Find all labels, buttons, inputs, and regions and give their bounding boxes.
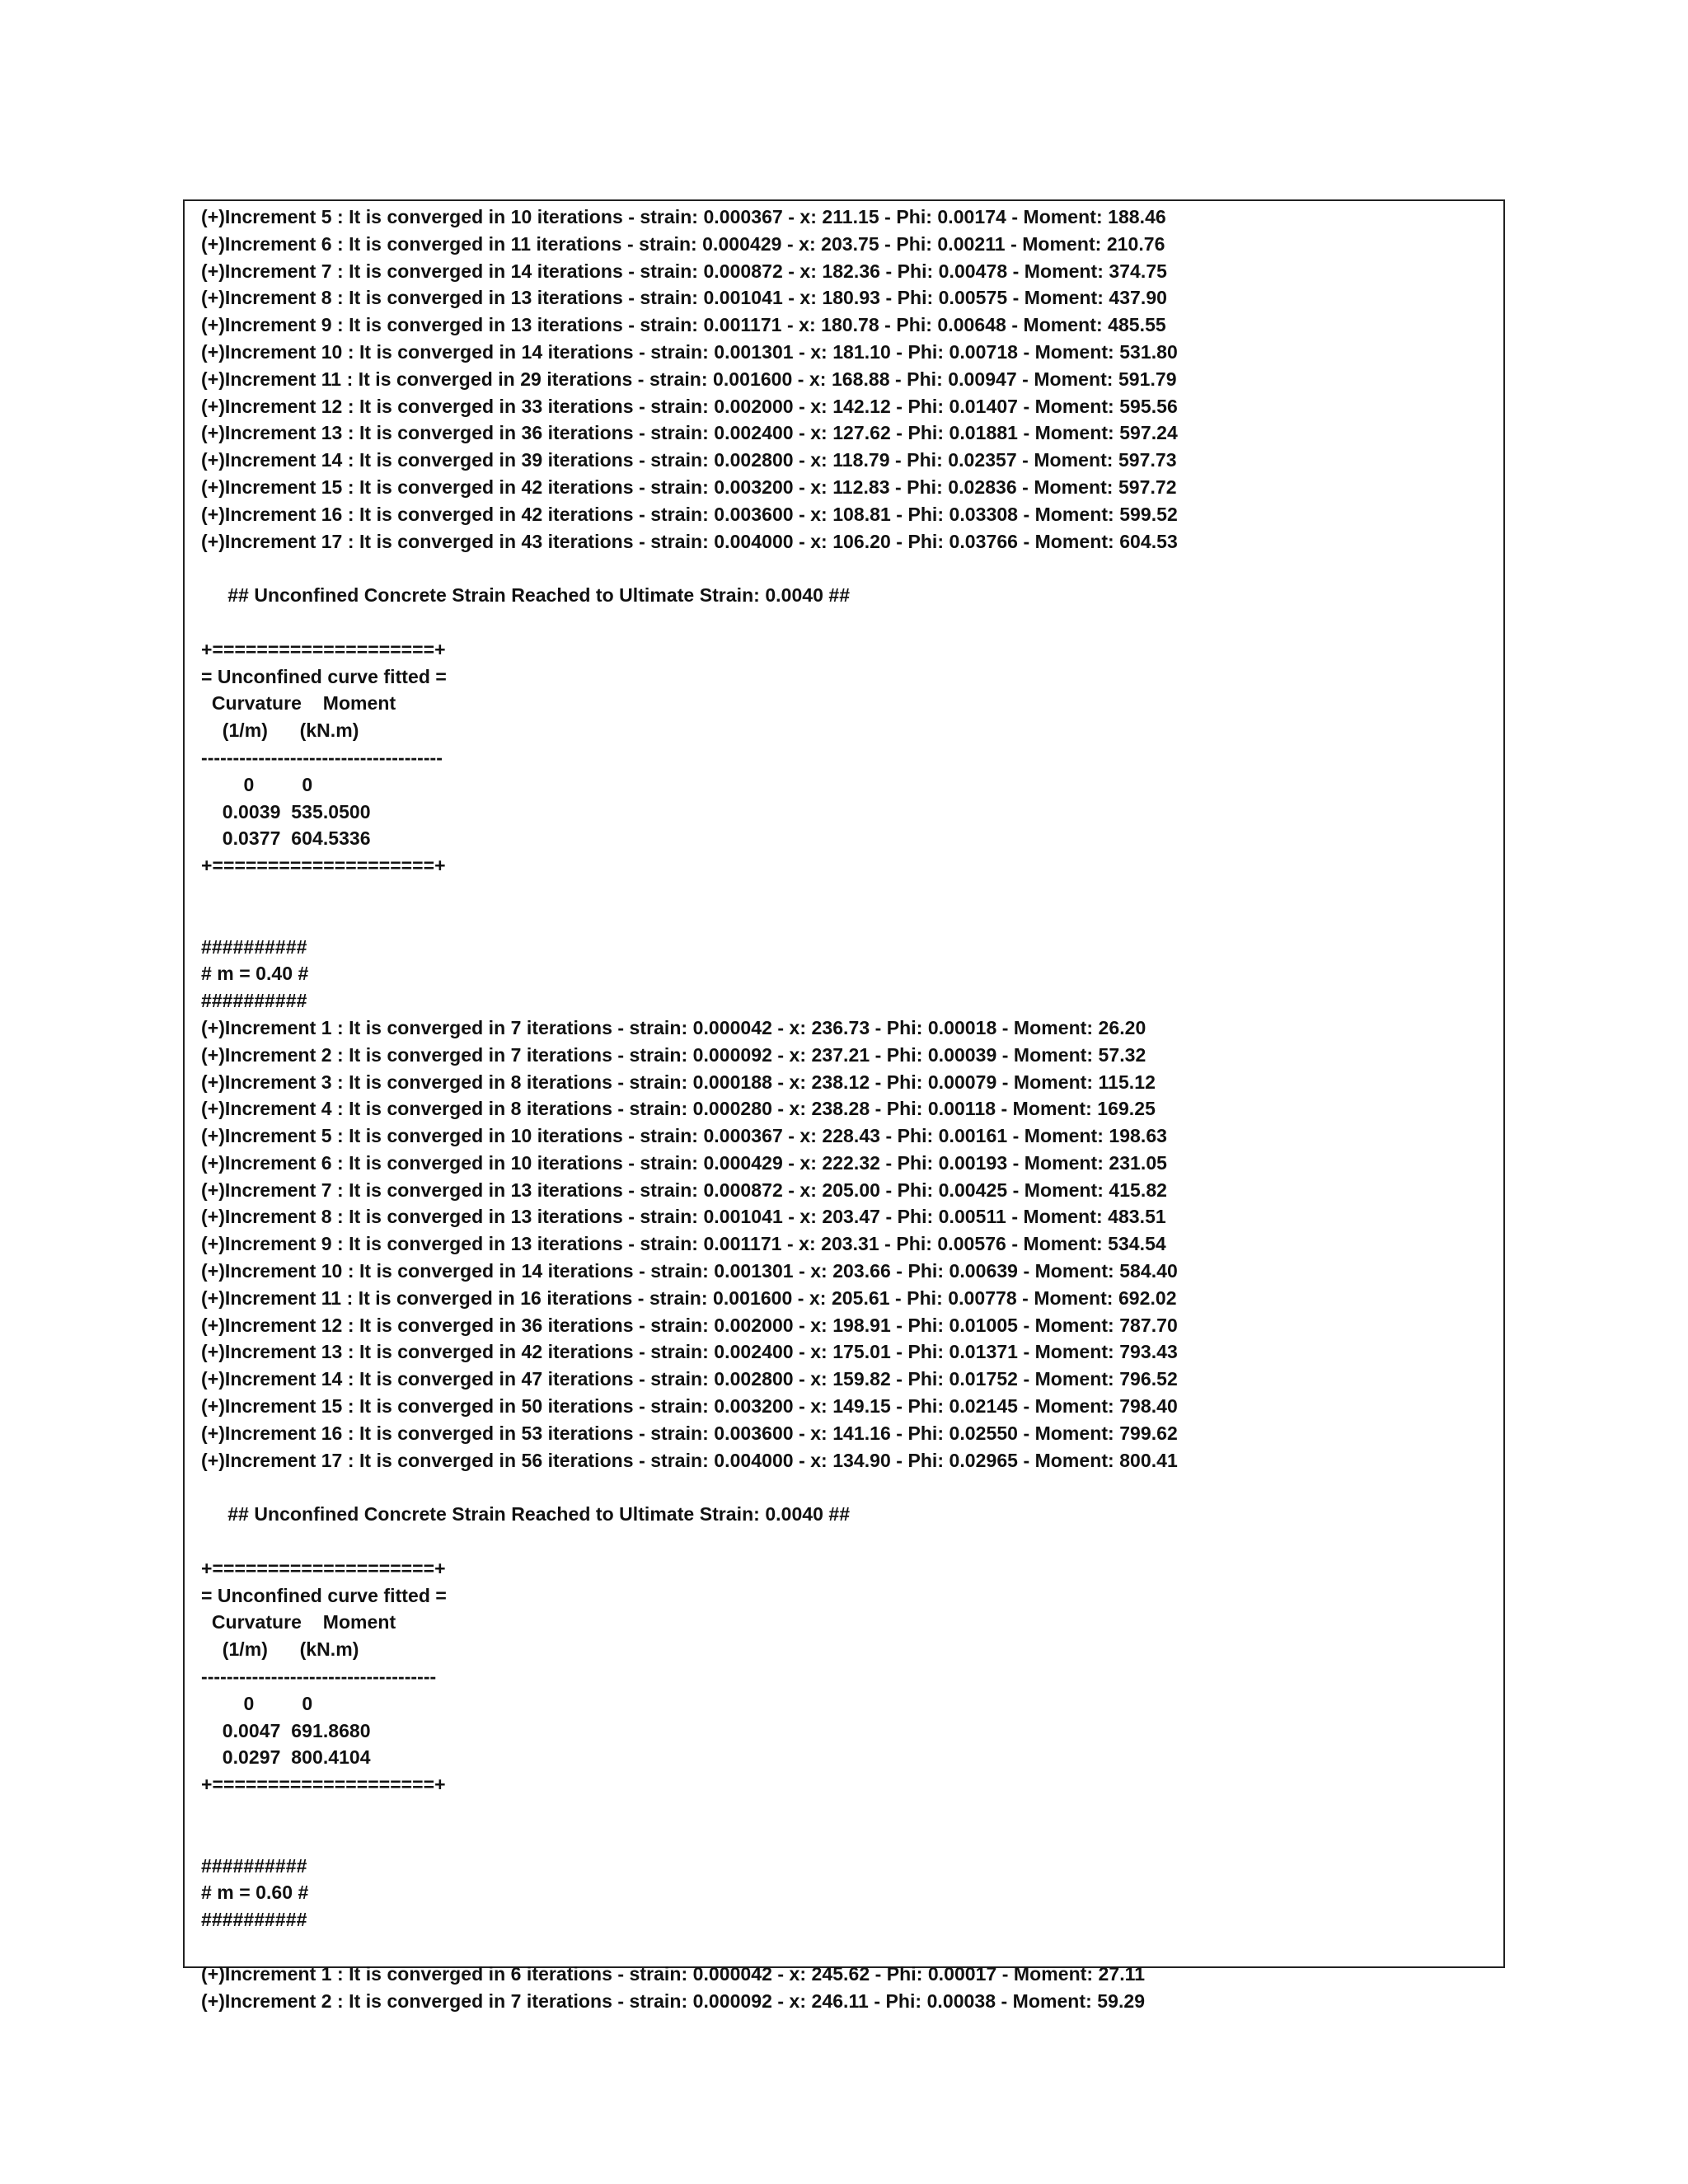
increment-line: (+)Increment 9 : It is converged in 13 iterations - strain: 0.001171 - x: 180.78 - Phi: 0.00648 - Moment: 485.55 xyxy=(201,314,1166,336)
document-body xyxy=(201,204,1497,2014)
table-border-line: +====================+ xyxy=(201,1774,446,1796)
ultimate-strain-message: ########## xyxy=(201,1909,307,1931)
increment-line: (+)Increment 8 : It is converged in 13 iterations - strain: 0.001041 - x: 180.93 - Phi: 0.00575 - Moment: 437.90 xyxy=(201,287,1168,309)
table-border-line: = Unconfined curve fitted = xyxy=(201,1584,447,1606)
ultimate-strain-message: ## Unconfined Concrete Strain Reached to Ultimate Strain: 0.0040 ## xyxy=(201,1503,851,1526)
table-line: 0.0377 604.5336 xyxy=(201,827,371,850)
increment-line: (+)Increment 5 : It is converged in 10 iterations - strain: 0.000367 - x: 211.15 - Phi: 0.00174 - Moment: 188.46 xyxy=(201,206,1166,227)
section-header-line: # m = 0.40 # xyxy=(201,963,309,985)
increment-line: (+)Increment 15 : It is converged in 50 iterations - strain: 0.003200 - x: 149.15 - Phi: 0.02145 - Moment: 798.40 xyxy=(201,1395,1178,1418)
blank-line xyxy=(201,555,1497,582)
blank-line xyxy=(201,1528,1497,1555)
increment-line: (+)Increment 16 : It is converged in 42 iterations - strain: 0.003600 - x: 108.81 - Phi: 0.03308 - Moment: 599.52 xyxy=(201,503,1178,525)
increment-line: (+)Increment 12 : It is converged in 33 iterations - strain: 0.002000 - x: 142.12 - Phi: 0.01407 - Moment: 595.56 xyxy=(201,395,1178,417)
table-border-line: +====================+ xyxy=(201,638,446,660)
blank-line xyxy=(201,1474,1497,1501)
increment-line: (+)Increment 7 : It is converged in 13 iterations - strain: 0.000872 - x: 205.00 - Phi: 0.00425 - Moment: 415.82 xyxy=(201,1179,1168,1201)
table-line: 0.0297 800.4104 xyxy=(201,1746,371,1769)
ultimate-strain-message: ########## xyxy=(201,1854,307,1877)
increment-line: (+)Increment 16 : It is converged in 53 iterations - strain: 0.003600 - x: 141.16 - Phi: 0.02550 - Moment: 799.62 xyxy=(201,1422,1178,1444)
increment-line: (+)Increment 12 : It is converged in 36 iterations - strain: 0.002000 - x: 198.91 - Phi: 0.01005 - Moment: 787.70 xyxy=(201,1314,1178,1336)
increment-line: (+)Increment 14 : It is converged in 47 iterations - strain: 0.002800 - x: 159.82 - Phi: 0.01752 - Moment: 796.52 xyxy=(201,1368,1178,1390)
increment-line: (+)Increment 1 : It is converged in 6 iterations - strain: 0.000042 - x: 245.62 - Phi: 0.00017 - Moment: 27.11 xyxy=(201,1962,1146,1985)
blank-line xyxy=(201,1798,1497,1825)
increment-line: (+)Increment 6 : It is converged in 11 iterations - strain: 0.000429 - x: 203.75 - Phi: 0.00211 - Moment: 210.76 xyxy=(201,232,1165,255)
table-line: (1/m) (kN.m) xyxy=(201,1638,359,1661)
ultimate-strain-message: ########## xyxy=(201,990,307,1012)
table-line: Curvature Moment xyxy=(201,692,396,715)
table-line: -------------------------------------- xyxy=(201,746,443,768)
blank-line xyxy=(201,1825,1497,1853)
increment-line: (+)Increment 10 : It is converged in 14 iterations - strain: 0.001301 - x: 203.66 - Phi: 0.00639 - Moment: 584.40 xyxy=(201,1260,1178,1282)
increment-line: (+)Increment 17 : It is converged in 43 iterations - strain: 0.004000 - x: 106.20 - Phi: 0.03766 - Moment: 604.53 xyxy=(201,530,1178,552)
increment-line: (+)Increment 8 : It is converged in 13 iterations - strain: 0.001041 - x: 203.47 - Phi: 0.00511 - Moment: 483.51 xyxy=(201,1206,1166,1228)
increment-line: (+)Increment 9 : It is converged in 13 iterations - strain: 0.001171 - x: 203.31 - Phi: 0.00576 - Moment: 534.54 xyxy=(201,1233,1166,1255)
increment-line: (+)Increment 3 : It is converged in 8 iterations - strain: 0.000188 - x: 238.12 - Phi: 0.00079 - Moment: 115.12 xyxy=(201,1071,1156,1093)
increment-line: (+)Increment 17 : It is converged in 56 iterations - strain: 0.004000 - x: 134.90 - Phi: 0.02965 - Moment: 800.41 xyxy=(201,1449,1178,1471)
increment-line: (+)Increment 4 : It is converged in 8 iterations - strain: 0.000280 - x: 238.28 - Phi: 0.00118 - Moment: 169.25 xyxy=(201,1098,1156,1120)
ultimate-strain-message: ## Unconfined Concrete Strain Reached to Ultimate Strain: 0.0040 ## xyxy=(201,584,851,607)
table-line: ------------------------------------- xyxy=(201,1666,437,1688)
document-frame xyxy=(183,199,1505,2012)
increment-line: (+)Increment 5 : It is converged in 10 iterations - strain: 0.000367 - x: 228.43 - Phi: 0.00161 - Moment: 198.63 xyxy=(201,1125,1168,1147)
table-line: 0 0 xyxy=(201,773,313,795)
table-line: 0 0 xyxy=(201,1692,313,1714)
increment-line: (+)Increment 6 : It is converged in 10 iterations - strain: 0.000429 - x: 222.32 - Phi: 0.00193 - Moment: 231.05 xyxy=(201,1151,1168,1174)
increment-line: (+)Increment 13 : It is converged in 36 iterations - strain: 0.002400 - x: 127.62 - Phi: 0.01881 - Moment: 597.24 xyxy=(201,422,1178,444)
increment-line: (+)Increment 2 : It is converged in 7 iterations - strain: 0.000092 - x: 246.11 - Phi: 0.00038 - Moment: 59.29 xyxy=(201,1990,1146,2012)
increment-line: (+)Increment 13 : It is converged in 42 iterations - strain: 0.002400 - x: 175.01 - Phi: 0.01371 - Moment: 793.43 xyxy=(201,1341,1178,1363)
table-line: (1/m) (kN.m) xyxy=(201,719,359,742)
blank-line xyxy=(201,879,1497,907)
section-header-line: # m = 0.60 # xyxy=(201,1882,309,1904)
increment-line: (+)Increment 2 : It is converged in 7 iterations - strain: 0.000092 - x: 237.21 - Phi: 0.00039 - Moment: 57.32 xyxy=(201,1043,1146,1066)
table-line: 0.0047 691.8680 xyxy=(201,1719,371,1741)
blank-line xyxy=(201,609,1497,636)
ultimate-strain-message: ########## xyxy=(201,935,307,958)
table-line: Curvature Moment xyxy=(201,1611,396,1633)
increment-line: (+)Increment 14 : It is converged in 39 iterations - strain: 0.002800 - x: 118.79 - Phi: 0.02357 - Moment: 597.73 xyxy=(201,449,1177,471)
increment-line: (+)Increment 1 : It is converged in 7 iterations - strain: 0.000042 - x: 236.73 - Phi: 0.00018 - Moment: 26.20 xyxy=(201,1016,1146,1038)
increment-line: (+)Increment 11 : It is converged in 29 iterations - strain: 0.001600 - x: 168.88 - Phi: 0.00947 - Moment: 591.79 xyxy=(201,368,1177,390)
blank-line xyxy=(201,907,1497,934)
increment-line: (+)Increment 7 : It is converged in 14 iterations - strain: 0.000872 - x: 182.36 - Phi: 0.00478 - Moment: 374.75 xyxy=(201,260,1168,282)
table-line: 0.0039 535.0500 xyxy=(201,800,371,823)
table-border-line: +====================+ xyxy=(201,1557,446,1579)
blank-line xyxy=(201,1933,1497,1961)
table-border-line: +====================+ xyxy=(201,855,446,877)
increment-line: (+)Increment 15 : It is converged in 42 iterations - strain: 0.003200 - x: 112.83 - Phi: 0.02836 - Moment: 597.72 xyxy=(201,476,1177,498)
increment-line: (+)Increment 11 : It is converged in 16 iterations - strain: 0.001600 - x: 205.61 - Phi: 0.00778 - Moment: 692.02 xyxy=(201,1286,1177,1309)
increment-line: (+)Increment 10 : It is converged in 14 iterations - strain: 0.001301 - x: 181.10 - Phi: 0.00718 - Moment: 531.80 xyxy=(201,340,1178,363)
table-border-line: = Unconfined curve fitted = xyxy=(201,665,447,687)
